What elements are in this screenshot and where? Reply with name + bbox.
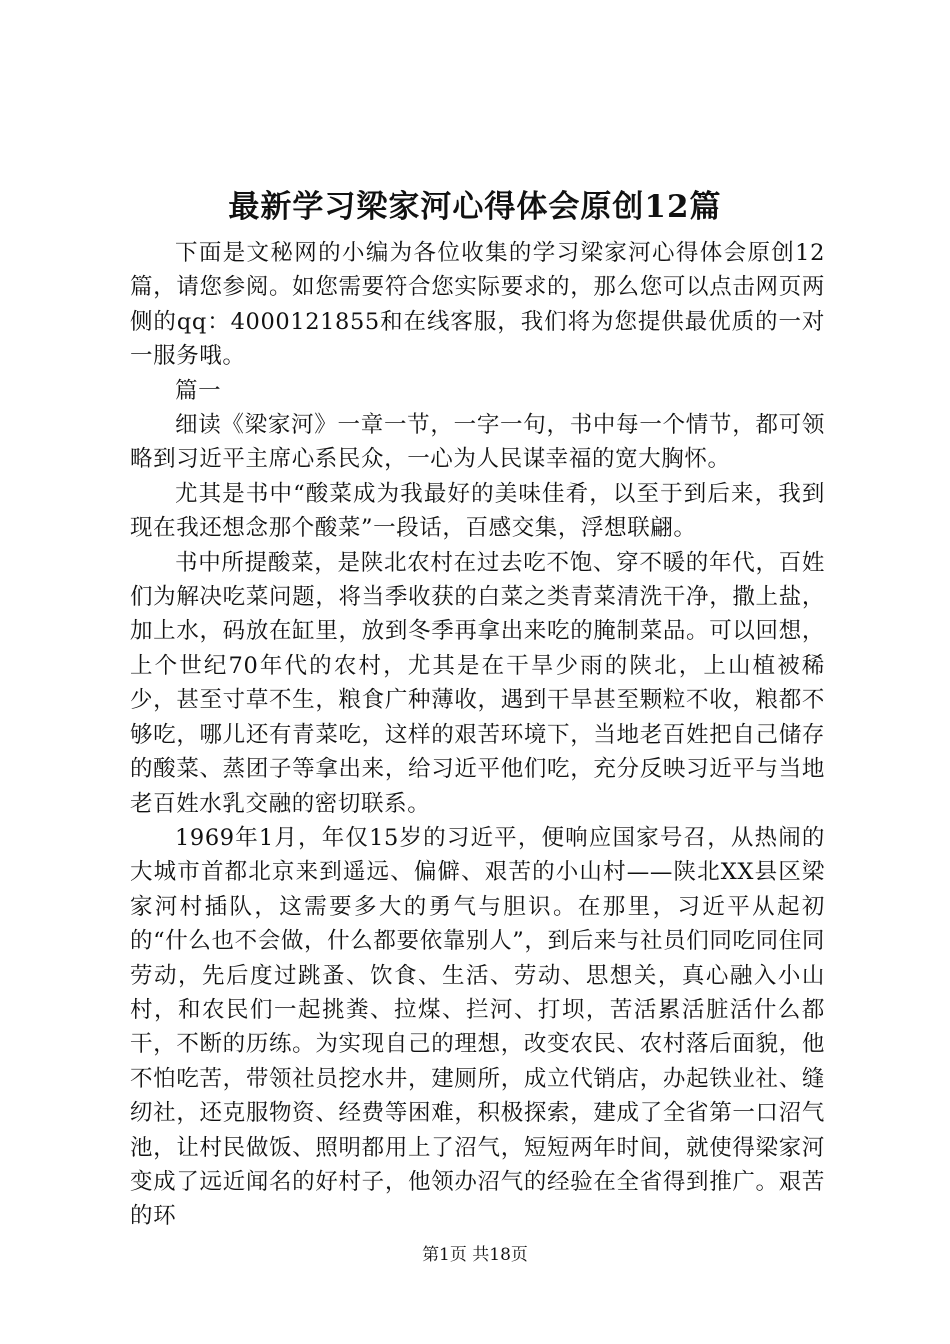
intro-paragraph: 下面是文秘网的小编为各位收集的学习梁家河心得体会原创12篇，请您参阅。如您需要符合您实际要求的，那么您可以点击网页两侧的qq：4000121855和在线客服，我们将为您提供最优质的一对一服务哦。 [130,240,825,370]
document-body [130,236,825,1234]
page-number-footer: 第1页 共18页 [422,1245,528,1265]
body-paragraph: 尤其是书中“酸菜成为我最好的美味佳肴，以至于到后来，我到现在我还想念那个酸菜”一段话，百感交集，浮想联翩。 [130,480,825,542]
body-paragraph: 书中所提酸菜，是陕北农村在过去吃不饱、穿不暖的年代，百姓们为解决吃菜问题，将当季收获的白菜之类青菜清洗干净，撒上盐，加上水，码放在缸里，放到冬季再拿出来吃的腌制菜品。可以回想，上个世纪70年代的农村，尤其是在干旱少雨的陕北，上山植被稀少，甚至寸草不生，粮食广种薄收，遇到干旱甚至颗粒不收，粮都不够吃，哪儿还有青菜吃，这样的艰苦环境下，当地老百姓把自己储存的酸菜、蒸团子等拿出来，给习近平他们吃，充分反映习近平与当地老百姓水乳交融的密切联系。 [130,549,825,817]
body-paragraph: 细读《梁家河》一章一节，一字一句，书中每一个情节，都可领略到习近平主席心系民众，一心为人民谋幸福的宽大胸怀。 [130,412,825,473]
section-heading: 篇一 [175,377,222,404]
document-title: 最新学习梁家河心得体会原创12篇 [228,189,722,225]
body-paragraph: 1969年1月，年仅15岁的习近平，便响应国家号召，从热闹的大城市首都北京来到遥远、偏僻、艰苦的小山村——陕北XX县区梁家河村插队，这需要多大的勇气与胆识。在那里，习近平从起初的“什么也不会做，什么都要依靠别人”，到后来与社员们同吃同住同劳动，先后度过跳蚤、饮食、生活、劳动、思想关，真心融入小山村，和农民们一起挑粪、拉煤、拦河、打坝，苦活累活脏活什么都干，不断的历练。为实现自己的理想，改变农民、农村落后面貌，他不怕吃苦，带领社员挖水井，建厕所，成立代销店，办起铁业社、缝纫社，还克服物资、经费等困难，积极探索，建成了全省第一口沼气池，让村民做饭、照明都用上了沼气，短短两年时间，就使得梁家河变成了远近闻名的好村子，他领办沼气的经验在全省得到推广。艰苦的环 [130,824,825,1230]
